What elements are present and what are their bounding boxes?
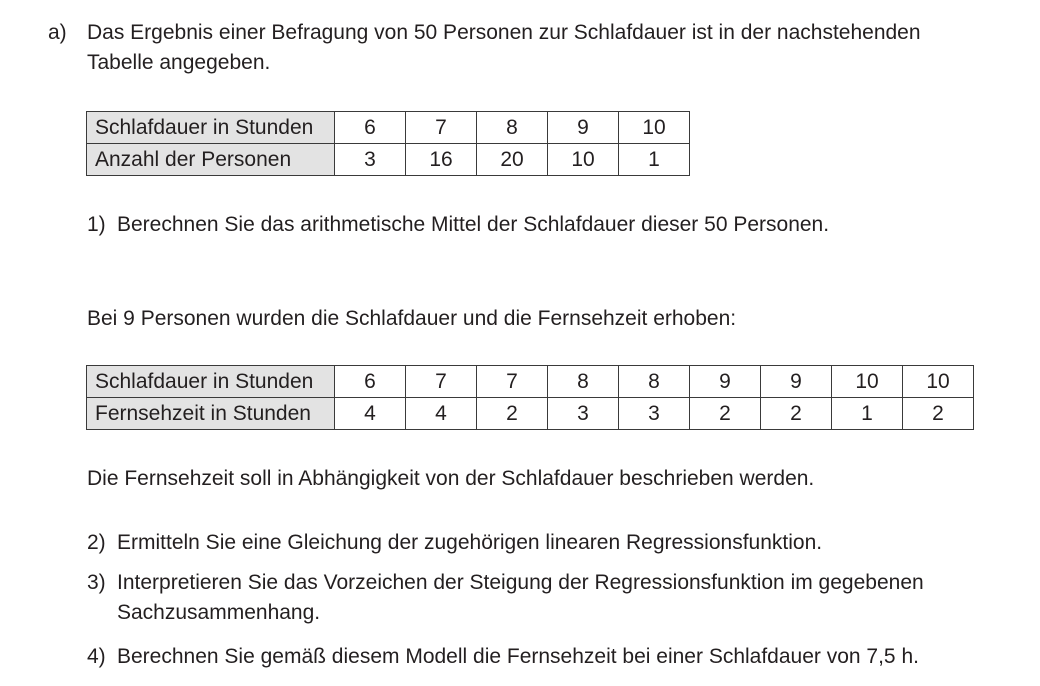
table-cell: 9: [548, 112, 619, 144]
table-cell: 2: [903, 398, 974, 430]
task-number: 2): [87, 531, 106, 554]
table-cell: 2: [690, 398, 761, 430]
table-cell: 9: [761, 366, 832, 398]
table-cell: 1: [832, 398, 903, 430]
row-header: Schlafdauer in Stunden: [87, 366, 335, 398]
table-cell: 3: [619, 398, 690, 430]
task-text: Berechnen Sie das arithmetische Mittel der Schlafdauer dieser 50 Personen.: [117, 213, 830, 236]
task-text-line-1: Interpretieren Sie das Vorzeichen der Steigung der Regressionsfunktion im gegebenen: [117, 571, 924, 594]
table-cell: 6: [335, 366, 406, 398]
task-text-line-2: Sachzusammenhang.: [117, 601, 321, 624]
table-row: [87, 112, 690, 144]
table-cell: 10: [548, 144, 619, 176]
table-cell: 16: [406, 144, 477, 176]
intro-line-1: Das Ergebnis einer Befragung von 50 Personen zur Schlafdauer ist in der nachstehenden: [87, 21, 921, 44]
task-text: Ermitteln Sie eine Gleichung der zugehörigen linearen Regressionsfunktion.: [117, 531, 823, 554]
table-cell: 8: [477, 112, 548, 144]
table-row: [87, 366, 974, 398]
task-text: Berechnen Sie gemäß diesem Modell die Fernsehzeit bei einer Schlafdauer von 7,5 h.: [117, 645, 919, 668]
row-header: Fernsehzeit in Stunden: [87, 398, 335, 430]
table-cell: 7: [406, 112, 477, 144]
table-cell: 7: [477, 366, 548, 398]
table-cell: 2: [477, 398, 548, 430]
table-cell: 7: [406, 366, 477, 398]
sleep-tv-table: [86, 365, 974, 430]
table-cell: 10: [903, 366, 974, 398]
paragraph-survey: Bei 9 Personen wurden die Schlafdauer und die Fernsehzeit erhoben:: [87, 307, 737, 330]
part-label: a): [48, 21, 67, 44]
table-cell: 3: [548, 398, 619, 430]
task-number: 4): [87, 645, 106, 668]
table-cell: 9: [690, 366, 761, 398]
table-cell: 10: [619, 112, 690, 144]
table-row: [87, 398, 974, 430]
table-cell: 8: [619, 366, 690, 398]
table-cell: 20: [477, 144, 548, 176]
table-cell: 6: [335, 112, 406, 144]
table-cell: 10: [832, 366, 903, 398]
table-cell: 8: [548, 366, 619, 398]
paragraph-model: Die Fernsehzeit soll in Abhängigkeit von der Schlafdauer beschrieben werden.: [87, 467, 815, 490]
table-cell: 3: [335, 144, 406, 176]
table-cell: 4: [335, 398, 406, 430]
task-number: 1): [87, 213, 106, 236]
table-row: [87, 144, 690, 176]
task-number: 3): [87, 571, 106, 594]
table-cell: 2: [761, 398, 832, 430]
intro-line-2: Tabelle angegeben.: [87, 51, 271, 74]
table-cell: 1: [619, 144, 690, 176]
row-header: Schlafdauer in Stunden: [87, 112, 335, 144]
table-cell: 4: [406, 398, 477, 430]
row-header: Anzahl der Personen: [87, 144, 335, 176]
sleep-frequency-table: [86, 111, 690, 176]
